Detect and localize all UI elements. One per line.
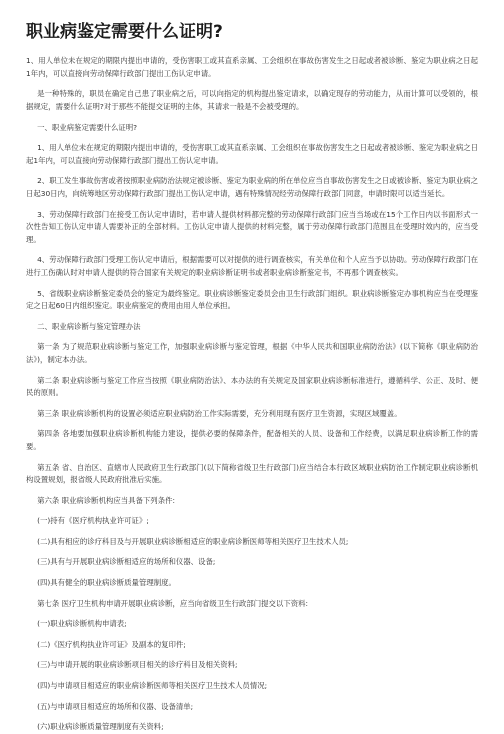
list-item: (三)与申请开展的职业病诊断项目相关的诊疗科目及相关资料; bbox=[37, 660, 238, 670]
paragraph: 第三条 职业病诊断机构的设置必须适应职业病防治工作实际需要，充分利用现有医疗卫生资源，实现区域覆盖。 bbox=[37, 408, 402, 418]
list-item: (二)具有相应的诊疗科目及与开展职业病诊断相适应的职业病诊断医师等相关医疗卫生技术人员; bbox=[37, 536, 349, 546]
list-item: (四)具有健全的职业病诊断质量管理制度。 bbox=[37, 578, 176, 588]
list-item: (一)持有《医疗机构执业许可证》; bbox=[37, 516, 149, 526]
list-item: (四)与申请项目相适应的职业病诊断医师等相关医疗卫生技术人员情况; bbox=[37, 681, 268, 691]
paragraph: 是一种特殊的，职员在确定自己患了职业病之后，可以向指定的机构提出鉴定请求，以确定现存的劳动能力，从而计算可以受领的，根据规定，需要什么证明?对于那些不能提交证明的主体，其请求一般是不会被受理的。 bbox=[26, 89, 478, 112]
paragraph: 第四条 各地要加强职业病诊断机构能力建设，提供必要的保障条件，配备相关的人员、设备和工作经费，以满足职业病诊断工作的需要。 bbox=[26, 429, 478, 451]
paragraph: 第一条 为了规范职业病诊断与鉴定工作，加强职业病诊断与鉴定管理，根据《中华人民共和国职业病防治法》(以下简称《职业病防治法》)，制定本办法。 bbox=[26, 342, 478, 364]
list-item: (五)与申请项目相适应的场所和仪器、设备清单; bbox=[37, 701, 194, 711]
paragraph: 第五条 省、自治区、直辖市人民政府卫生行政部门(以下简称省级卫生行政部门)应当结合本行政区域职业病防治工作制定职业病诊断机构设置规划，报省级人民政府批准后实施。 bbox=[26, 462, 478, 485]
paragraph: 第七条 医疗卫生机构申请开展职业病诊断，应当向省级卫生行政部门提交以下资料: bbox=[37, 598, 308, 608]
document-body bbox=[26, 55, 478, 734]
page-title: 职业病鉴定需要什么证明? bbox=[26, 22, 223, 42]
paragraph: 第六条 职业病诊断机构应当具备下列条件: bbox=[37, 495, 175, 505]
paragraph: 5、省级职业病诊断鉴定委员会的鉴定为最终鉴定。职业病诊断鉴定委员会由卫生行政部门组织。职业病诊断鉴定办事机构应当在受理鉴定之日起60日内组织鉴定。职业病鉴定的费用由用人单位承担。 bbox=[26, 288, 478, 311]
list-item: (三)具有与开展职业病诊断相适应的场所和仪器、设备; bbox=[37, 557, 216, 567]
paragraph: 1、用人单位未在规定的期限内提出申请的，受伤害职工或其直系亲属、工会组织在事故伤害发生之日起或者被诊断、鉴定为职业病之日起1年内，可以直接向劳动保障行政部门提出工伤认定申请。 bbox=[26, 143, 478, 165]
list-item: (一)职业病诊断机构申请表; bbox=[37, 619, 127, 629]
paragraph: 1、用人单位未在规定的期限内提出申请的，受伤害职工或其直系亲属、工会组织在事故伤害发生之日起或者被诊断、鉴定为职业病之日起1年内，可以直接向劳动保障行政部门提出工伤认定申请。 bbox=[26, 56, 478, 78]
paragraph: 3、劳动保障行政部门在接受工伤认定申请时，若申请人提供材料都完整的劳动保障行政部门应当当场或在15个工作日内以书面形式一次性告知工伤认定申请人需要补正的全部材料。工伤认定申请人提供的材料完整，属于劳动保障行政部门范围且在受理时效内的，应当受理。 bbox=[26, 209, 478, 244]
paragraph: 4、劳动保障行政部门受理工伤认定申请后，根据需要可以对提供的进行调查核实，有关单位和个人应当予以协助。劳动保障行政部门在进行工伤确认时对申请人提供的符合国家有关规定的职业病诊断证明书或者职业病诊断鉴定书，不再那个调查核实。 bbox=[26, 255, 478, 277]
list-item: (二)《医疗机构执业许可证》及副本的复印件; bbox=[37, 639, 186, 649]
list-item: (六)职业病诊断质量管理制度有关资料; bbox=[37, 722, 164, 732]
section-heading: 一、职业病鉴定需要什么证明? bbox=[37, 122, 138, 132]
section-heading: 二、职业病诊断与鉴定管理办法 bbox=[37, 321, 141, 331]
paragraph: 2、职工发生事故伤害或者按照职业病防治法规定被诊断、鉴定为职业病的所在单位应当自事故伤害发生之日或被诊断、鉴定为职业病之日起30日内，向统筹地区劳动保障行政部门提出工伤认定申请，遇有特殊情况经劳动保障行政部门同意，申请时限可以适当延长。 bbox=[26, 176, 478, 198]
paragraph: 第二条 职业病诊断与鉴定工作应当按照《职业病防治法》、本办法的有关规定及国家职业病诊断标准进行，遵循科学、公正、及时、便民的原则。 bbox=[26, 375, 478, 398]
